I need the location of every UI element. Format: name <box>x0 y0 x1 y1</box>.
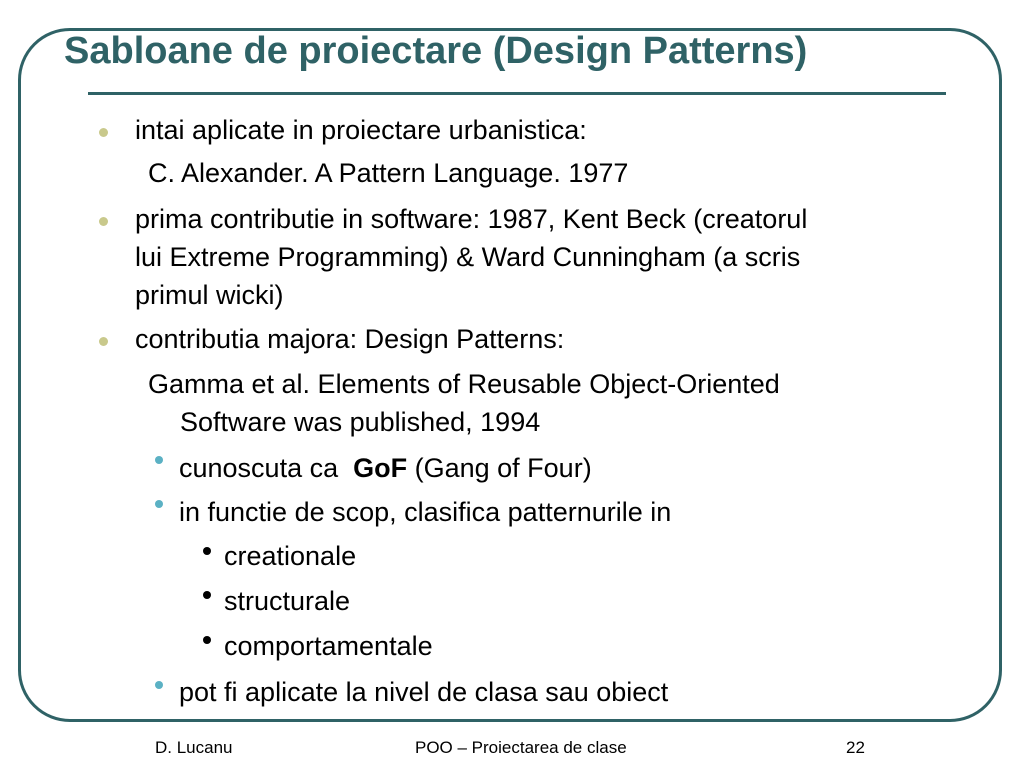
title-underline <box>88 92 946 95</box>
footer-author: D. Lucanu <box>155 738 233 757</box>
sub-sub-bullet-dot-icon <box>203 591 211 599</box>
sub-sub-bullet-text: structurale <box>224 586 351 616</box>
bullet-dot-icon <box>99 128 108 137</box>
bullet-text: contributia majora: Design Patterns: <box>135 324 565 354</box>
bullet-subtext: C. Alexander. A Pattern Language. 1977 <box>148 158 629 188</box>
bullet-text-cont: primul wicki) <box>135 280 284 310</box>
sub-bullet-dot-icon <box>155 500 163 508</box>
sub-sub-bullet-dot-icon <box>203 636 211 644</box>
gof-acronym: GoF <box>353 453 408 483</box>
sub-sub-bullet-text: creationale <box>224 541 357 571</box>
bullet-subtext-cont: Software was published, 1994 <box>180 407 541 437</box>
bullet-text-cont: lui Extreme Programming) & Ward Cunningham (a scris <box>135 242 801 272</box>
bullet-text: intai aplicate in proiectare urbanistica: <box>135 115 587 145</box>
sub-bullet-dot-icon <box>155 681 163 689</box>
bullet-dot-icon <box>99 337 108 346</box>
footer-course: POO – Proiectarea de clase <box>415 738 627 757</box>
bullet-text: prima contributie in software: 1987, Kent Beck (creatorul <box>135 204 808 234</box>
sub-bullet-dot-icon <box>155 456 163 464</box>
sub-bullet-text <box>179 452 592 484</box>
sub-sub-bullet-dot-icon <box>203 547 211 555</box>
sub-sub-bullet-text: comportamentale <box>224 631 433 661</box>
sub-bullet-text: pot fi aplicate la nivel de clasa sau obiect <box>179 677 669 707</box>
gof-prefix: cunoscuta ca <box>179 453 354 483</box>
footer-page-number: 22 <box>846 738 865 757</box>
bullet-dot-icon <box>99 217 108 226</box>
bullet-subtext: Gamma et al. Elements of Reusable Object-Oriented <box>148 369 780 399</box>
sub-bullet-text: in functie de scop, clasifica patternurile in <box>179 497 672 527</box>
gof-suffix: (Gang of Four) <box>407 453 592 483</box>
slide-title: Sabloane de proiectare (Design Patterns) <box>64 30 808 72</box>
